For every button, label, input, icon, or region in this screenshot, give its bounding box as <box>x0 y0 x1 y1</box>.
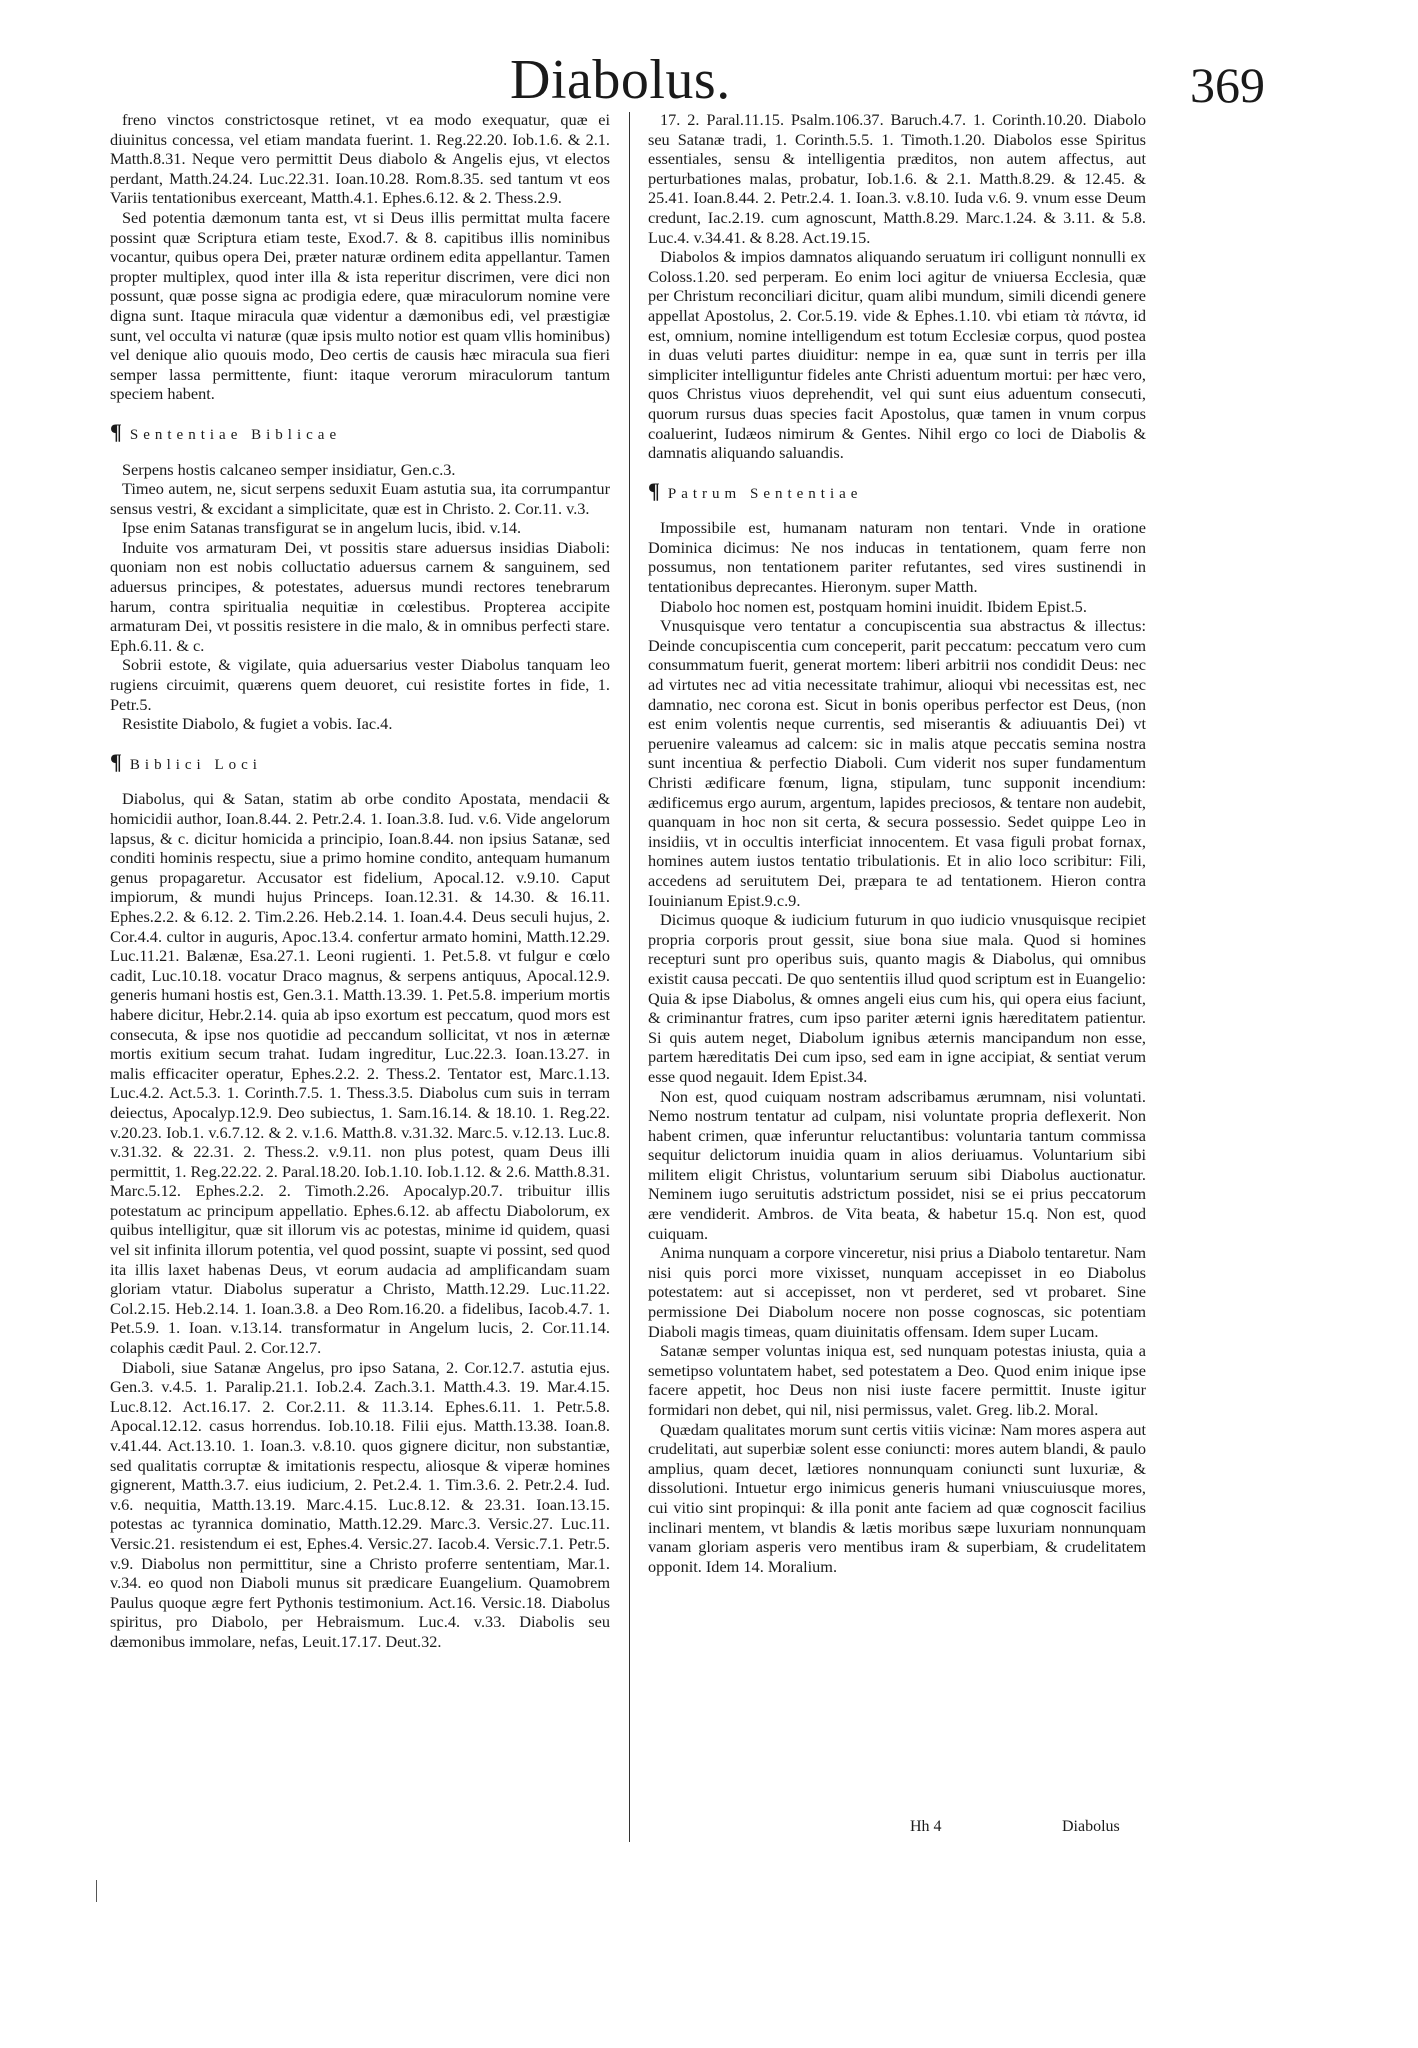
catchword: Diabolus <box>1062 1818 1120 1835</box>
paragraph: Sobrii estote, & vigilate, quia aduersarius vester Diabolus tanquam leo rugiens circuimit, quærens quem deuoret, cui resistite fortes in fide, 1. Petr.5. <box>110 655 610 714</box>
paragraph: freno vinctos constrictosque retinet, vt ea modo exequatur, quæ ei diuinitus concessa, vel etiam mandata fuerint. 1. Reg.22.20. Iob.1.6. & 2.1. Matth.8.31. Neque vero permittit Deus diabolo & Angelis ejus, vt electos perdant, Matth.24.24. Luc.22.31. Ioan.10.28. Rom.8.35. sed tantum vt eos Variis tentationibus exerceant, Matth.4.1. Ephes.6.12. & 2. Thess.2.9. <box>110 110 610 208</box>
paragraph: Sed potentia dæmonum tanta est, vt si Deus illis permittat multa facere possint quæ Scriptura etiam teste, Exod.7. & 8. capitibus illis nominibus vocantur, quibus opera Dei, præter naturæ ordinem edita appellantur. Tamen propter multiplex, quod inter illa & ista reperitur discrimen, vere dici non possunt, quæ posse signa ac prodigia edere, quæ miraculorum nomine vere digna sunt. Itaque miracula quæ videntur a dæmonibus edi, vel præstigiæ sunt, vel occulta vi naturæ (quæ ipsis multo notior est quam vllis hominibus) vel denique alio quouis modo, Deo certis de causis hæc miracula sua fieri semper lassa permittente, fiunt: itaque verorum miraculorum tantum speciem habent. <box>110 207 610 404</box>
paragraph: Dicimus quoque & iudicium futurum in quo iudicio vnusquisque recipiet propria corporis prout gessit, siue bona siue mala. Quod si homines recepturi sunt pro operibus suis, quanto magis & Diabolus, qui omnibus existit causa peccati. De quo sententiis illud quod scriptum est in Euangelio: Quia & ipse Diabolus, & omnes angeli eius cum his, qui opera eius faciunt, & criminantur fratres, cum ipso pariter æterni ignis hæreditatem patientur. Si quis autem neget, Diabolum ignibus æternis mancipandum non esse, partem hæreditatis Dei cum ipso, sed eam in igne accipiat, & sentiat verum esse quod negauit. Idem Epist.34. <box>648 910 1146 1086</box>
section-heading <box>110 418 610 446</box>
paragraph: Induite vos armaturam Dei, vt possitis stare aduersus insidias Diaboli: quoniam non est nobis colluctatio aduersus carnem & sanguinem, sed aduersus principes, & potestates, aduersus mundi rectores tenebrarum harum, contra spiritualia nequitiæ in cœlestibus. Propterea accipite armaturam Dei, vt possitis resistere in die malo, & in omnibus perfecti stare. Eph.6.11. & c. <box>110 537 610 655</box>
pilcrow-mark: ¶ <box>648 477 660 503</box>
pilcrow-mark: ¶ <box>110 748 122 774</box>
column-divider <box>629 112 630 1842</box>
paragraph: Diabolos & impios damnatos aliquando seruatum iri colligunt nonnulli ex Coloss.1.20. sed perperam. Eo enim loci agitur de vniuersa Ecclesia, quæ per Christum reconciliari dicitur, quam alibi mundum, simili dicendi genere appellat Apostolus, 2. Cor.5.19. vide & Ephes.1.10. vbi etiam τὰ πάντα, id est, omnium, nomine intelligendum est totum Ecclesiæ corpus, quod postea in duas veluti partes diuiditur: nempe in ea, quæ sunt in terris per illa simpliciter intelliguntur fideles ante Christi aduentum mortui: per hæc vero, quos Christus viuos deprehendit, vel qui sunt eius aduentum consecuti, quorum rursus duas species facit Apostolus, quæ tamen in vnum corpus coaluerint, Iudæos nimirum & Gentes. Nihil ergo co loci de Diabolis & damnatis aliquando saluandis. <box>648 247 1146 463</box>
pilcrow-mark: ¶ <box>110 418 122 444</box>
paragraph: Anima nunquam a corpore vinceretur, nisi prius a Diabolo tentaretur. Nam nisi quis porci more vixisset, nunquam accepisset in eo Diabolus potestatem: aut si accepisset, non vt perderet, sed vt probaret. Sine permissione Dei Diabolum nocere non posse cognoscas, sic potentiam Diaboli magis timeas, quam diuinitatis offensam. Idem super Lucam. <box>648 1243 1146 1341</box>
paragraph: Diabolo hoc nomen est, postquam homini inuidit. Ibidem Epist.5. <box>660 596 1087 616</box>
margin-mark <box>96 1880 97 1902</box>
paragraph: Quædam qualitates morum sunt certis vitiis vicinæ: Nam mores aspera aut crudelitati, aut superbiæ solent esse coniuncti: mores autem blandi, & paulo amplius, quam decet, lætiores nonnunquam coniuncti sunt luxuriæ, & dissolutioni. Intuetur ergo inimicus generis humani vniuscuiusque mores, cui vitio sint propinqui: & illa ponit ante faciem ad quæ cognoscit facilius inclinari mentem, vt blandis & lætis moribus sæpe luxuriam nonnunquam vanam gloriam asperis vero mentibus iram & superbiam, & crudelitatem opponit. Idem 14. Moralium. <box>648 1419 1146 1576</box>
left-column <box>110 110 610 1652</box>
page-number: 369 <box>1190 57 1265 113</box>
section-heading-text: Sententiae Biblicae <box>129 426 342 443</box>
section-heading-text: Patrum Sententiae <box>667 485 863 502</box>
signature-mark: Hh 4 <box>910 1818 942 1835</box>
right-column <box>648 110 1146 1576</box>
paragraph: Diaboli, siue Satanæ Angelus, pro ipso Satana, 2. Cor.12.7. astutia ejus. Gen.3. v.4.5. 1. Paralip.21.1. Iob.2.4. Zach.3.1. Matth.4.3. 19. Mar.4.15. Luc.8.12. Act.16.17. 2. Cor.2.11. & 11.3.14. Ephes.6.11. 1. Petr.5.8. Apocal.12.12. casus horrendus. Iob.10.18. Filii ejus. Matth.13.38. Ioan.8. v.41.44. Act.13.10. 1. Ioan.3. v.8.10. quos gignere dicitur, non substantiæ, sed qualitatis corruptæ & imitationis respectu, aliosque & viperæ homines gignerent, Matth.3.7. eius iudicium, 2. Pet.2.4. 1. Tim.3.6. 2. Petr.2.4. Iud. v.6. nequitia, Matth.13.19. Marc.4.15. Luc.8.12. & 23.31. Ioan.13.15. potestas ac tyrannica dominatio, Matth.12.29. Marc.3. Versic.27. Luc.11. Versic.21. resistendum ei est, Ephes.4. Versic.27. Iacob.4. Versic.7.1. Petr.5. v.9. Diabolus non permittitur, sine a Christo proferre sententiam, Mar.1. v.34. eo quod non Diaboli munus sit prædicare Euangelium. Quamobrem Paulus quoque ægre fert Pythonis testimonium. Act.16. Versic.18. Diabolus spiritus, pro Diabolo, per Hebraismum. Luc.4. v.33. Diabolis seu dæmonibus immolare, nefas, Leuit.17.17. Deut.32. <box>110 1357 610 1651</box>
paragraph: Resistite Diabolo, & fugiet a vobis. Iac.4. <box>122 714 393 734</box>
running-title: Diabolus. <box>510 49 731 111</box>
paragraph: Vnusquisque vero tentatur a concupiscentia sua abstractus & illectus: Deinde concupiscentia cum conceperit, parit peccatum: peccatum vero cum consummatum fuerit, generat mortem: liberi arbitrii nos condidit Deus: nec ad virtutes nec ad vitia necessitate trahimur, alioqui vbi necessitas est, nec damnatio, nec corona est. Sicut in bonis operibus perfector est Deus, (non est enim volentis neque currentis, sed miserantis & adiuuantis Dei) vt peruenire valeamus ad calcem: sic in malis atque peccatis semina nostra sunt incentiua & perfectio Diaboli. Cum viderit nos super fundamentum Christi ædificare fœnum, ligna, stipulam, tunc supponit incendium: ædificemus ergo aurum, argentum, lapides preciosos, & tentare non audebit, quanquam in hoc non sit certa, & secura possessio. Sedet quippe Leo in insidiis, vt in occultis interficiat innocentem. Et vasa figuli probat fornax, homines autem iustos tentatio tribulationis. Et in alio loco scribitur: Fili, accedens ad seruitutem Dei, præpara te ad tentationem. Hieron contra Iouinianum Epist.9.c.9. <box>648 616 1146 910</box>
section-heading <box>110 748 610 776</box>
paragraph: 17. 2. Paral.11.15. Psalm.106.37. Baruch.4.7. 1. Corinth.10.20. Diabolo seu Satanæ tradi, 1. Corinth.5.5. 1. Timoth.1.20. Diabolos esse Spiritus essentiales, sensu & intelligentia præditos, non autem affectus, aut perturbationes malas, probatur, Iob.1.6. & 2.1. Matth.8.29. & 12.45. & 25.41. Ioan.8.44. 2. Petr.2.4. 1. Ioan.3. v.8.10. Iuda v.6. 9. vnum esse Deum credunt, Iac.2.19. cum agnoscunt, Matth.8.29. Marc.1.24. & 3.11. & 5.8. Luc.4. v.34.41. & 8.28. Act.19.15. <box>648 110 1146 247</box>
paragraph: Timeo autem, ne, sicut serpens seduxit Euam astutia sua, ita corrumpantur sensus vestri, & excidant a simplicitate, quæ est in Christo. 2. Cor.11. v.3. <box>110 479 610 518</box>
paragraph: Impossibile est, humanam naturam non tentari. Vnde in oratione Dominica dicimus: Ne nos inducas in tentationem, quam ferre non possumus, non tentationem pariter refutantes, sed vires sustinendi in tentationibus deprecantes. Hieronym. super Matth. <box>648 518 1146 597</box>
paragraph: Diabolus, qui & Satan, statim ab orbe condito Apostata, mendacii & homicidii author, Ioan.8.44. 2. Petr.2.4. 1. Ioan.3.8. Iud. v.6. Vide angelorum lapsus, & c. dicitur homicida a principio, Ioan.8.44. non ipsius Satanæ, sed conditi hominis respectu, siue a primo homine condito, antequam humanum genus propagaretur. Accusator est fidelium, Apocal.12. v.9.10. Caput impiorum, & mundi hujus Princeps. Ioan.12.31. & 14.30. & 16.11. Ephes.2.2. & 6.12. 2. Tim.2.26. Heb.2.14. 1. Ioan.4.4. Deus seculi hujus, 2. Cor.4.4. cultor in auguris, Apoc.13.4. confertur armato homini, Matth.12.29. Luc.11.21. Balænæ, Esa.27.1. Leoni rugienti. 1. Pet.5.8. vt fulgur e cœlo cadit, Luc.10.18. vocatur Draco magnus, & serpens antiquus, Apocal.12.9. generis humani hostis est, Gen.3.1. Matth.13.39. 1. Pet.5.8. imperium mortis habere dicitur, Hebr.2.14. quia ab ipso exortum est peccatum, quod mors est consecuta, & ipse nos quotidie ad peccandum sollicitat, vt nos in æternæ mortis exitium secum trahat. Iudam ingreditur, Luc.22.3. Ioan.13.27. in malis efficaciter operatur, Ephes.2.2. 2. Thess.2. Tentator est, Marc.1.13. Luc.4.2. Act.5.3. 1. Corinth.7.5. 1. Thess.3.5. Diabolus cum suis in terram deiectus, Apocalyp.12.9. Deo subiectus, 1. Sam.16.14. & 18.10. 1. Reg.22. v.20.23. Iob.1. v.6.7.12. & 2. v.1.6. Matth.8. v.31.32. Marc.5. v.12.13. Luc.8. v.31.32. & 22.31. 2. Thess.2. v.9.11. non plus potest, quam Deus illi permittit, 1. Reg.22.22. 2. Paral.18.20. Iob.1.10. Iob.1.12. & 2.6. Matth.8.31. Marc.5.12. Ephes.2.2. 2. Timoth.2.26. Apocalyp.20.7. tribuitur illis potestatum ac principum appellatio. Ephes.6.12. ab affectu Diabolorum, ex quibus intelligitur, quæ sit illorum vis ac potestas, minime id quidem, quasi vel sit infinita illorum potentia, vel quod possint, suapte vi possint, sed quod ita illis laxet habenas Deus, vt eorum audacia ad amplificandam suam gloriam vtatur. Diabolus superatur a Christo, Matth.12.29. Luc.11.22. Col.2.15. Heb.2.14. 1. Ioan.3.8. a Deo Rom.16.20. a fidelibus, Iacob.4.7. 1. Pet.5.9. 1. Ioan. v.13.14. transformatur in Angelum lucis, 2. Cor.11.14. colaphis cædit Paul. 2. Cor.12.7. <box>110 789 610 1358</box>
paragraph: Non est, quod cuiquam nostram adscribamus ærumnam, nisi voluntati. Nemo nostrum tentatur ad culpam, nisi voluntate propria deflexerit. Non habent crimen, quæ inferuntur reluctantibus: voluntaria tantum commissa sequitur delictorum inuidia quam in alios deriuamus. Voluntarium sibi militem eligit Christus, voluntarium seruum sibi Diabolus auctionatur. Neminem iugo seruitutis adstrictum possidet, nisi se ei prius peccatorum ære vendiderit. Ambros. de Vita beata, & habetur 15.q. Non est, quod cuiquam. <box>648 1086 1146 1243</box>
section-heading <box>648 477 1146 505</box>
paragraph: Ipse enim Satanas transfigurat se in angelum lucis, ibid. v.14. <box>122 518 522 538</box>
section-heading-text: Biblici Loci <box>129 756 262 773</box>
paragraph: Satanæ semper voluntas iniqua est, sed nunquam potestas iniusta, quia a semetipso voluntatem habet, sed potestatem a Deo. Quod enim inique ipse facere appetit, hoc Deus non nisi iuste facere permittit. Inuste igitur formidari non debet, qui nil, nisi permissus, valet. Greg. lib.2. Moral. <box>648 1341 1146 1419</box>
paragraph: Serpens hostis calcaneo semper insidiatur, Gen.c.3. <box>122 459 456 479</box>
